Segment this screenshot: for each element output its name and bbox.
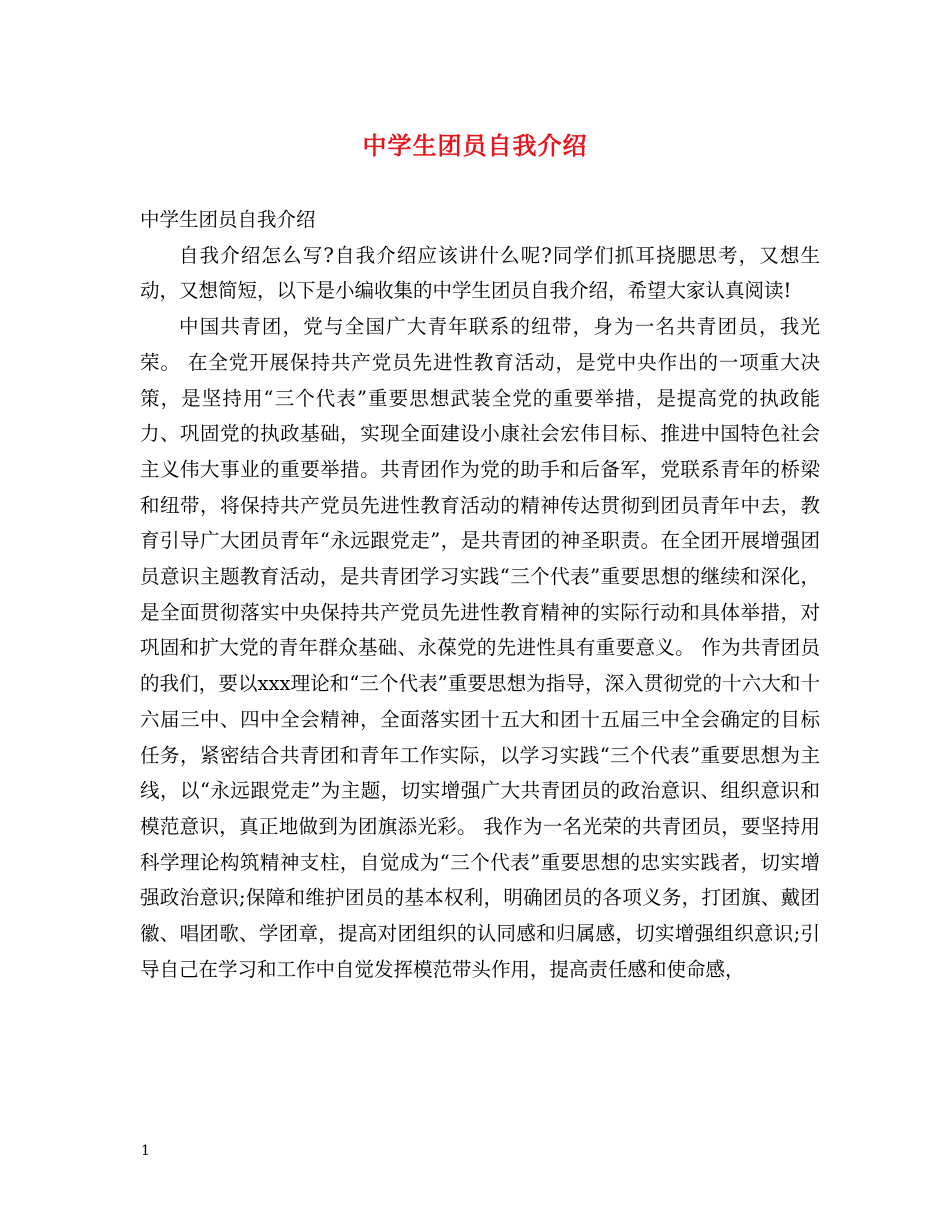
document-title: 中学生团员自我介绍 [362, 131, 588, 160]
section-heading: 中学生团员自我介绍 [140, 208, 316, 231]
paragraph: 自我介绍怎么写?自我介绍应该讲什么呢?同学们抓耳挠腮思考，又想生动，又想简短，以下是小编收集的中学生团员自我介绍，希望大家认真阅读! [140, 243, 820, 303]
page-number: 1 [141, 1143, 150, 1159]
paragraph: 中国共青团，党与全国广大青年联系的纽带，身为一名共青团员，我光荣。 在全党开展保持共产党员先进性教育活动，是党中央作出的一项重大决策，是坚持用“三个代表”重要思想武装全党的重要举措，是提高党的执政能力、巩固党的执政基础，实现全面建设小康社会宏伟目标、推进中国特色社会主义伟大事业的重要举措。共青团作为党的助手和后备军，党联系青年的桥梁和纽带，将保持共产党员先进性教育活动的精神传达贯彻到团员青年中去，教育引导广大团员青年“永远跟党走”，是共青团的神圣职责。在全团开展增强团员意识主题教育活动，是共青团学习实践“三个代表”重要思想的继续和深化，是全面贯彻落实中央保持共产党员先进性教育精神的实际行动和具体举措，对巩固和扩大党的青年群众基础、永葆党的先进性具有重要意义。 作为共青团员的我们，要以xxx理论和“三个代表”重要思想为指导，深入贯彻党的十六大和十六届三中、四中全会精神，全面落实团十五大和团十五届三中全会确定的目标任务，紧密结合共青团和青年工作实际，以学习实践“三个代表”重要思想为主线，以“永远跟党走”为主题，切实增强广大共青团员的政治意识、组织意识和模范意识，真正地做到为团旗添光彩。 我作为一名光荣的共青团员，要坚持用科学理论构筑精神支柱，自觉成为“三个代表”重要思想的忠实实践者，切实增强政治意识;保障和维护团员的基本权利，明确团员的各项义务，打团旗、戴团徽、唱团歌、学团章，提高对团组织的认同感和归属感，切实增强组织意识;引导自己在学习和工作中自觉发挥模范带头作用，提高责任感和使命感， [140, 315, 820, 981]
document-body [140, 202, 820, 987]
